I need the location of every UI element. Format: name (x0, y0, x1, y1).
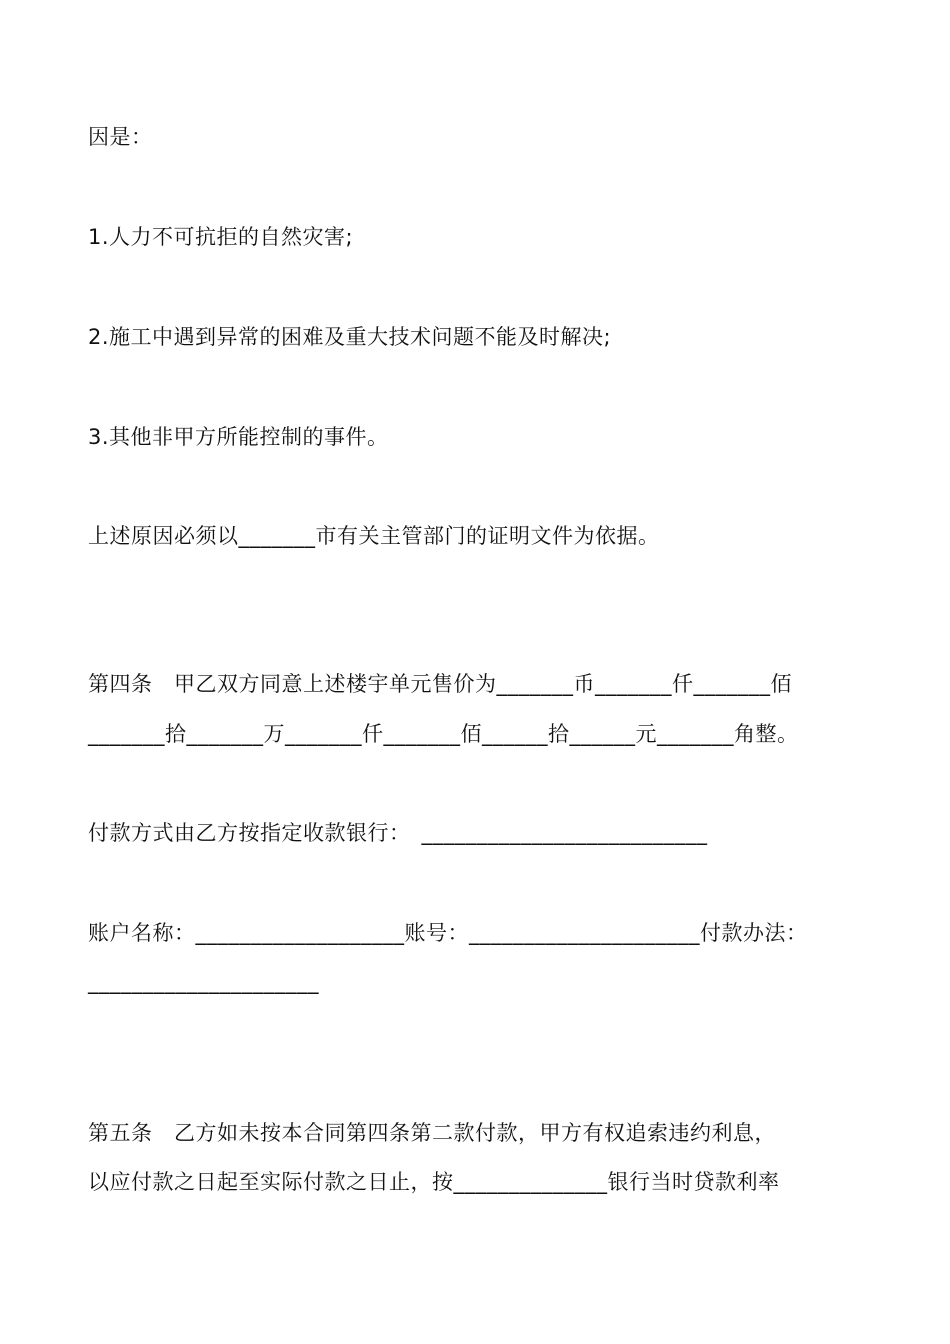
text-line-payment-bank: 付款方式由乙方按指定收款银行： __________________________ (88, 821, 708, 845)
text-line-article-5-cont: 以应付款之日起至实际付款之日止，按______________银行当时贷款利率 (88, 1170, 780, 1194)
text-line-article-4-amount: _______拾_______万_______仟_______佰______拾______元_______角整。 (88, 722, 799, 746)
text-line-item-2: 2.施工中遇到异常的困难及重大技术问题不能及时解决; (88, 325, 612, 349)
text-line-evidence: 上述原因必须以_______市有关主管部门的证明文件为依据。 (88, 524, 660, 548)
text-line-article-4-price: 第四条 甲乙双方同意上述楼宇单元售价为_______币_______仟_______佰 (88, 672, 792, 696)
text-line-item-1: 1.人力不可抗拒的自然灾害; (88, 225, 354, 249)
text-line-payment-method: _____________________ (88, 970, 319, 994)
text-line-cause-intro: 因是： (88, 125, 153, 149)
text-line-item-3: 3.其他非甲方所能控制的事件。 (88, 425, 389, 449)
text-line-article-5: 第五条 乙方如未按本合同第四条第二款付款，甲方有权追索违约利息， (88, 1121, 776, 1145)
text-line-account-info: 账户名称：___________________账号：_____________________付款办法： (88, 921, 808, 945)
